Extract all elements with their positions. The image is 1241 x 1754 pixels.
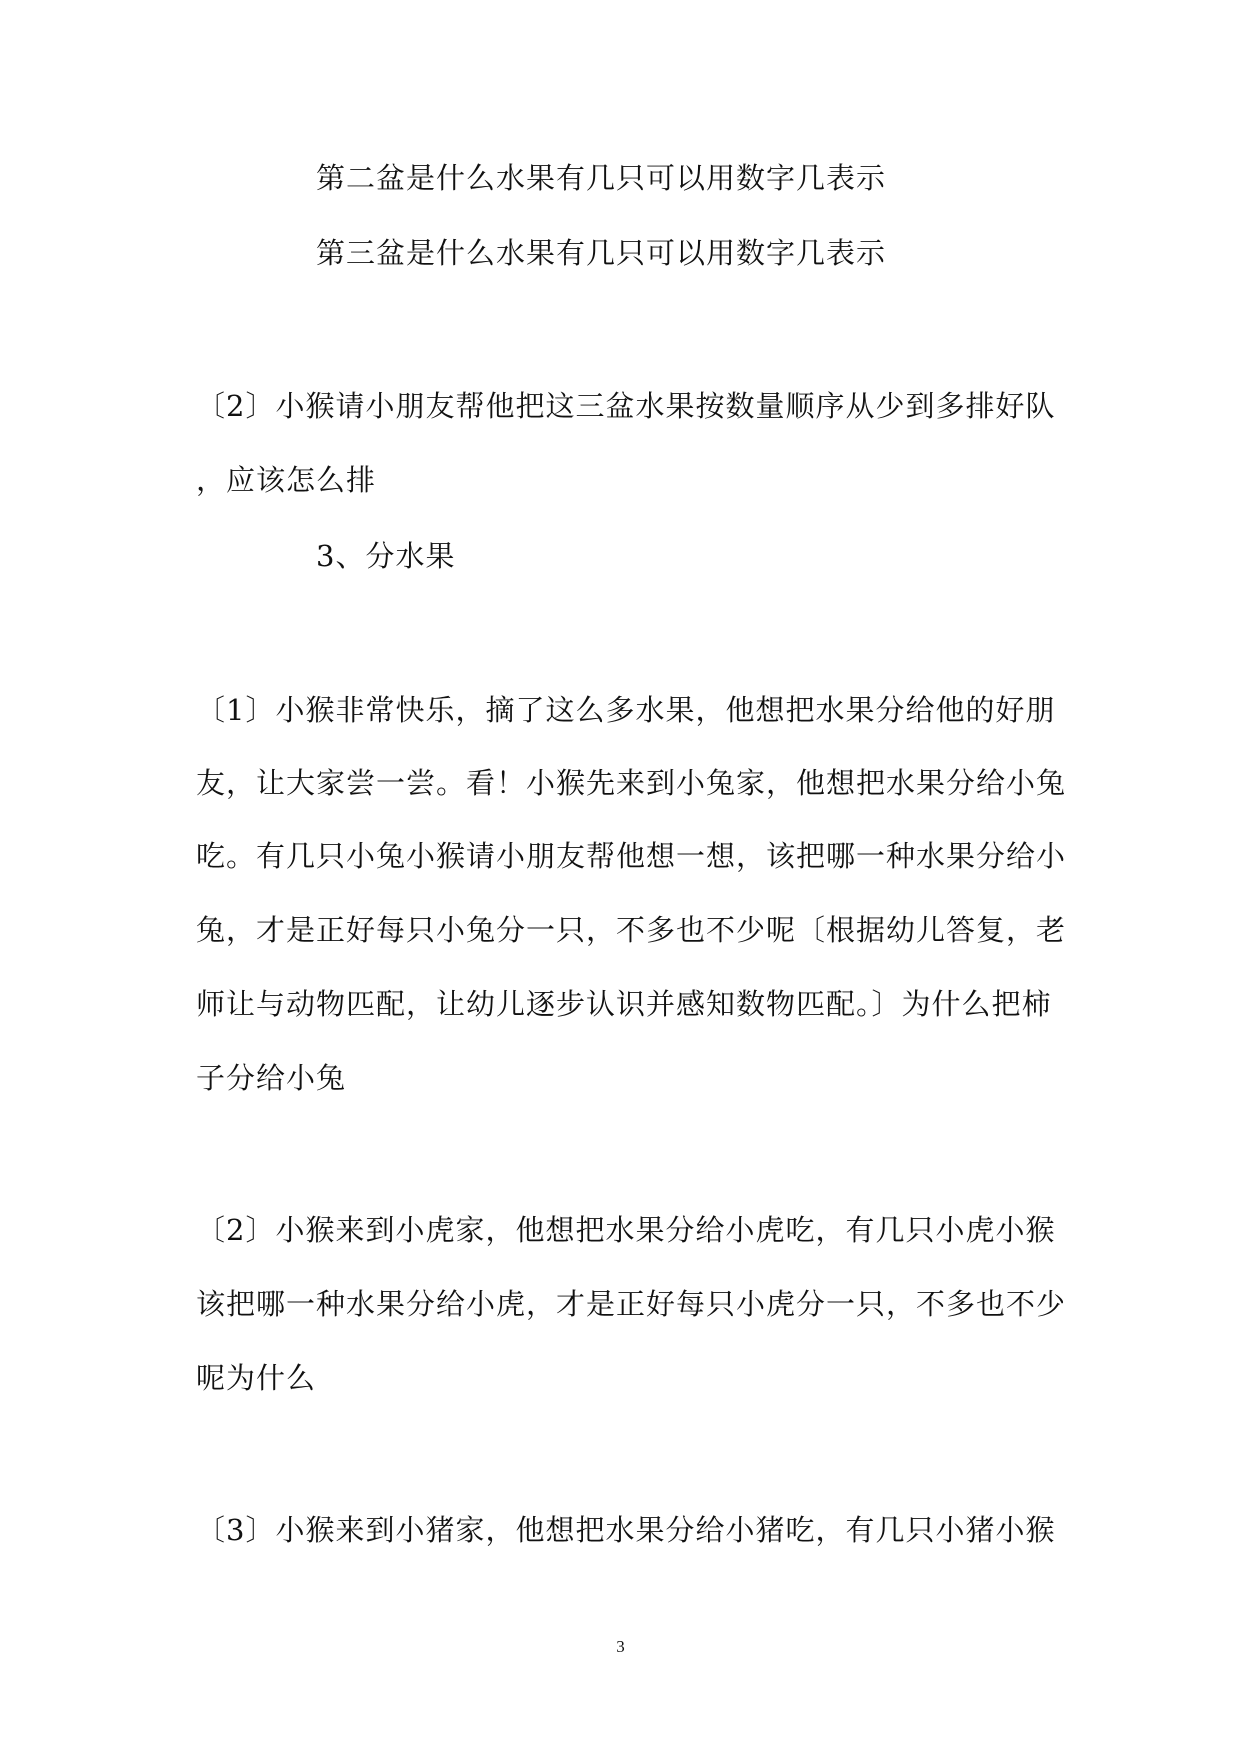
section-heading: 3、分水果 bbox=[316, 539, 456, 573]
text-line: ，应该怎么排 bbox=[196, 463, 377, 497]
text-line: 〔3〕小猴来到小猪家，他想把水果分给小猪吃，有几只小猪小猴 bbox=[196, 1513, 1056, 1547]
text-line: 兔，才是正好每只小兔分一只，不多也不少呢〔根据幼儿答复，老 bbox=[196, 913, 1067, 947]
text-line: 第三盆是什么水果有几只可以用数字几表示 bbox=[316, 236, 887, 270]
text-line: 该把哪一种水果分给小虎，才是正好每只小虎分一只，不多也不少 bbox=[196, 1287, 1067, 1321]
text-line: 〔2〕小猴请小朋友帮他把这三盆水果按数量顺序从少到多排好队 bbox=[196, 389, 1056, 423]
text-line: 子分给小兔 bbox=[196, 1061, 347, 1095]
text-line: 友，让大家尝一尝。看！小猴先来到小兔家，他想把水果分给小兔 bbox=[196, 766, 1067, 800]
text-line: 呢为什么 bbox=[196, 1361, 317, 1395]
text-line: 〔2〕小猴来到小虎家，他想把水果分给小虎吃，有几只小虎小猴 bbox=[196, 1213, 1056, 1247]
text-line: 师让与动物匹配，让幼儿逐步认识并感知数物匹配。〕为什么把柿 bbox=[196, 987, 1052, 1021]
text-line: 第二盆是什么水果有几只可以用数字几表示 bbox=[316, 161, 887, 195]
page-number: 3 bbox=[616, 1637, 625, 1656]
text-line: 〔1〕小猴非常快乐，摘了这么多水果，他想把水果分给他的好朋 bbox=[196, 693, 1056, 727]
text-line: 吃。有几只小兔小猴请小朋友帮他想一想，该把哪一种水果分给小 bbox=[196, 839, 1067, 873]
